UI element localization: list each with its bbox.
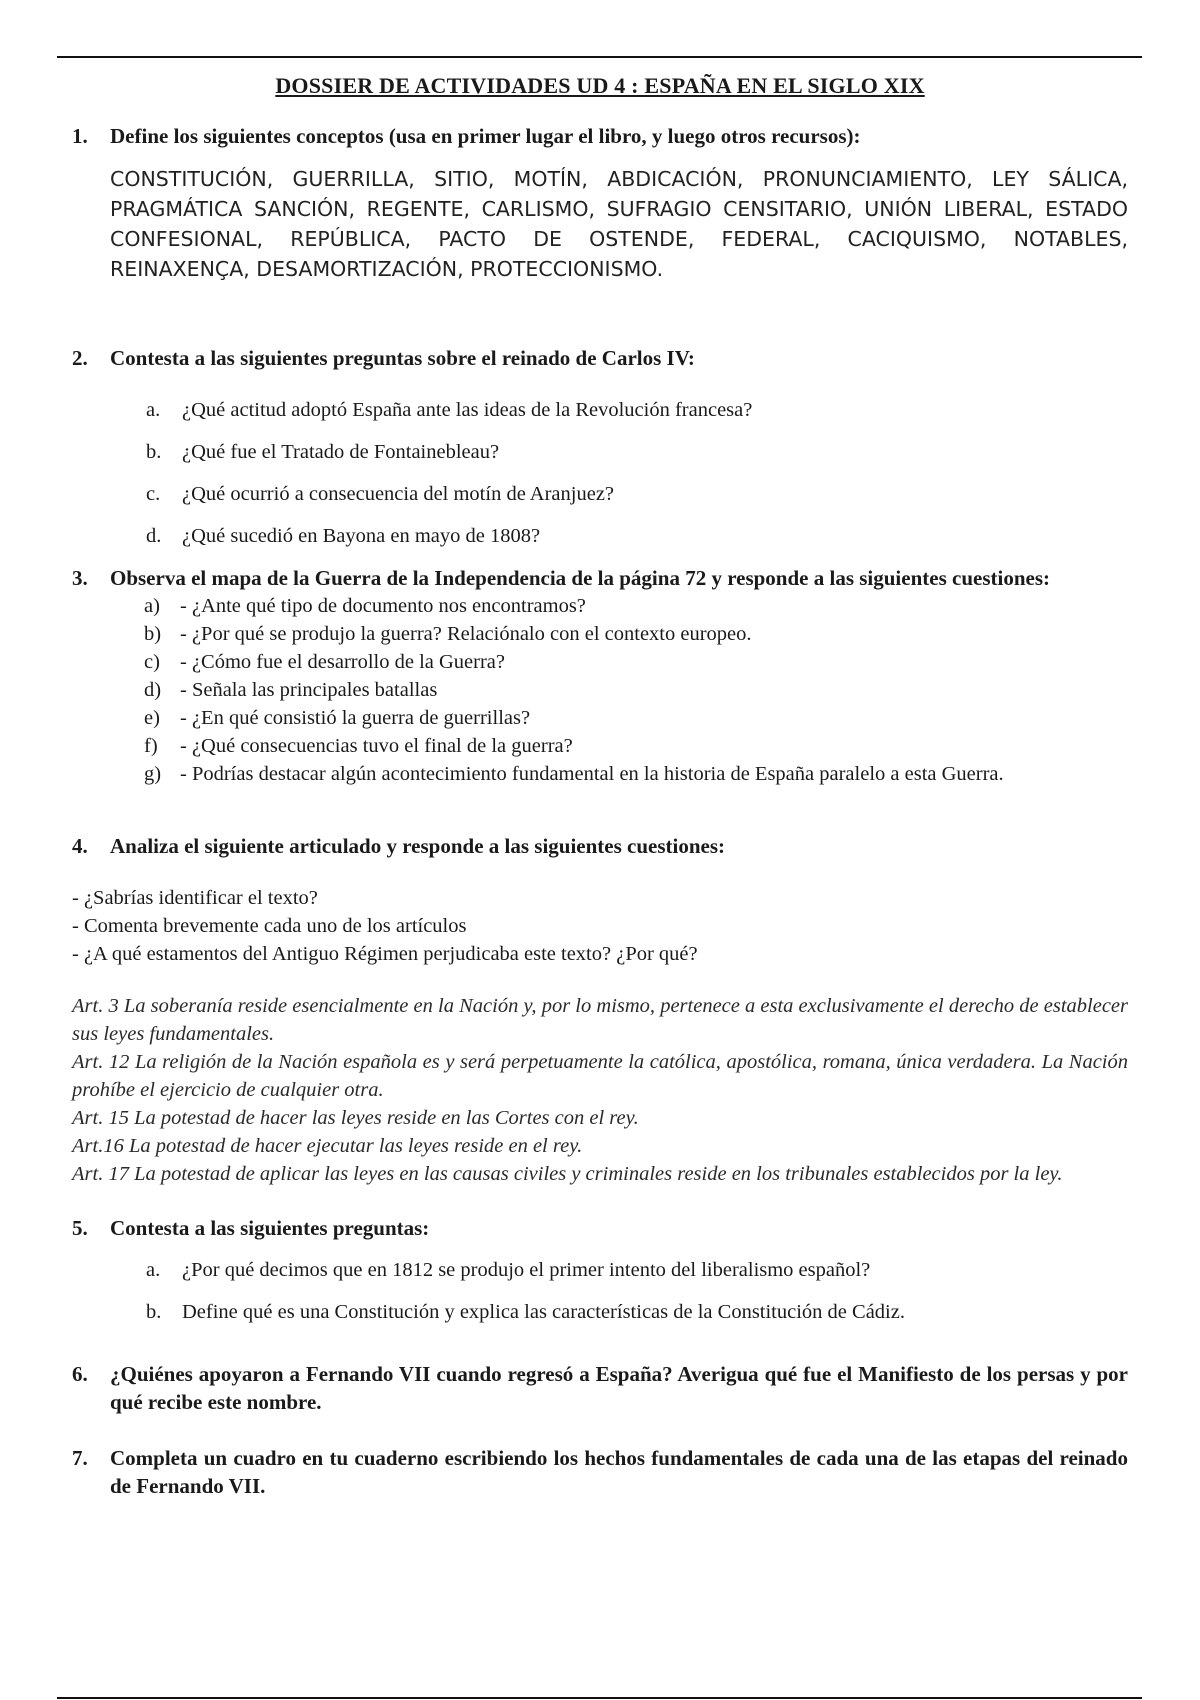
list-item: [72, 1256, 1128, 1284]
subquestion: - Comenta brevemente cada uno de los artículos: [72, 915, 467, 937]
question-4-prompt: [72, 832, 1128, 860]
question-text: ¿Quiénes apoyaron a Fernando VII cuando regresó a España? Averigua qué fue el Manifiesto de los persas y por qué recibe este nombre.: [110, 1362, 1128, 1414]
question-7: [72, 1444, 1128, 1500]
item-marker: c.: [146, 483, 161, 505]
item-text: - ¿Por qué se produjo la guerra? Relaciónalo con el contexto europeo.: [180, 623, 752, 645]
question-text: Contesta a las siguientes preguntas sobre el reinado de Carlos IV:: [110, 346, 695, 370]
question-number: 1.: [72, 124, 88, 148]
item-marker: g): [144, 763, 162, 785]
question-1-prompt: [72, 122, 1128, 150]
question-number: 7.: [72, 1446, 88, 1470]
item-text: ¿Por qué decimos que en 1812 se produjo el primer intento del liberalismo español?: [182, 1259, 871, 1281]
question-3-items: [72, 592, 1128, 788]
item-text: - ¿Ante qué tipo de documento nos encontramos?: [180, 595, 586, 617]
list-item: [72, 648, 1128, 676]
top-rule: [57, 56, 1142, 58]
article-text: Art. 15 La potestad de hacer las leyes reside en las Cortes con el rey.: [72, 1107, 639, 1129]
item-marker: e): [144, 707, 160, 729]
question-text: Analiza el siguiente articulado y responde a las siguientes cuestiones:: [110, 834, 726, 858]
question-text: Define los siguientes conceptos (usa en primer lugar el libro, y luego otros recursos):: [110, 124, 861, 148]
article-text: Art. 3 La soberanía reside esencialmente en la Nación y, por lo mismo, pertenece a esta exclusivamente el derecho de establecer sus leyes fundamentales.: [72, 995, 1128, 1045]
article-text: Art.16 La potestad de hacer ejecutar las leyes reside en el rey.: [72, 1135, 583, 1157]
question-7-prompt: [72, 1444, 1128, 1500]
list-item: [72, 396, 1128, 424]
question-3: [72, 564, 1128, 788]
question-2: [72, 344, 1128, 550]
list-item: [72, 704, 1128, 732]
question-6-prompt: [72, 1360, 1128, 1416]
list-item: [72, 732, 1128, 760]
concepts-list: CONSTITUCIÓN, GUERRILLA, SITIO, MOTÍN, ABDICACIÓN, PRONUNCIAMIENTO, LEY SÁLICA, PRAGMÁTICA SANCIÓN, REGENTE, CARLISMO, SUFRAGIO CENSITARIO, UNIÓN LIBERAL, ESTADO CONFESIONAL, REPÚBLICA, PACTO DE OSTENDE, FEDERAL, CACIQUISMO, NOTABLES, REINAXENÇA, DESAMORTIZACIÓN, PROTECCIONISMO.: [110, 167, 1128, 281]
list-item: [72, 592, 1128, 620]
item-marker: a.: [146, 399, 161, 421]
question-5-items: [72, 1256, 1128, 1326]
item-marker: b.: [146, 1301, 162, 1323]
list-item: [72, 438, 1128, 466]
list-item: [72, 760, 1128, 788]
item-marker: f): [144, 735, 158, 757]
subquestion: - ¿Sabrías identificar el texto?: [72, 887, 318, 909]
item-marker: d.: [146, 525, 162, 547]
item-marker: b.: [146, 441, 162, 463]
item-text: - Señala las principales batallas: [180, 679, 438, 701]
question-number: 2.: [72, 346, 88, 370]
subquestion: - ¿A qué estamentos del Antiguo Régimen perjudicaba este texto? ¿Por qué?: [72, 943, 698, 965]
item-marker: b): [144, 623, 162, 645]
item-marker: a): [144, 595, 160, 617]
item-marker: c): [144, 651, 160, 673]
list-item: [72, 620, 1128, 648]
question-number: 4.: [72, 834, 88, 858]
item-text: ¿Qué fue el Tratado de Fontainebleau?: [182, 441, 500, 463]
question-2-prompt: [72, 344, 1128, 372]
document-page: [72, 72, 1128, 1500]
article-text: Art. 17 La potestad de aplicar las leyes en las causas civiles y criminales reside en los tribunales establecidos por la ley.: [72, 1163, 1063, 1185]
question-5: [72, 1214, 1128, 1326]
item-text: - Podrías destacar algún acontecimiento fundamental en la historia de España paralelo a esta Guerra.: [180, 763, 1004, 785]
question-text: Completa un cuadro en tu cuaderno escribiendo los hechos fundamentales de cada una de las etapas del reinado de Fernando VII.: [110, 1446, 1128, 1498]
list-item: [72, 522, 1128, 550]
item-text: - ¿Cómo fue el desarrollo de la Guerra?: [180, 651, 506, 673]
question-4: [72, 832, 1128, 1188]
item-text: Define qué es una Constitución y explica las características de la Constitución de Cádiz.: [182, 1301, 905, 1323]
question-number: 3.: [72, 566, 88, 590]
question-3-prompt: [72, 564, 1128, 592]
question-5-prompt: [72, 1214, 1128, 1242]
question-6: [72, 1360, 1128, 1416]
item-text: - ¿Qué consecuencias tuvo el final de la guerra?: [180, 735, 573, 757]
question-number: 5.: [72, 1216, 88, 1240]
constitution-articles: [72, 992, 1128, 1188]
item-text: ¿Qué actitud adoptó España ante las ideas de la Revolución francesa?: [182, 399, 753, 421]
item-marker: d): [144, 679, 162, 701]
item-text: - ¿En qué consistió la guerra de guerrillas?: [180, 707, 531, 729]
question-4-subquestions: [72, 884, 1128, 968]
question-2-items: [72, 396, 1128, 550]
question-text: Contesta a las siguientes preguntas:: [110, 1216, 430, 1240]
question-1: [72, 122, 1128, 284]
list-item: [72, 676, 1128, 704]
bottom-rule: [57, 1697, 1142, 1699]
list-item: [72, 1298, 1128, 1326]
document-title: DOSSIER DE ACTIVIDADES UD 4 : ESPAÑA EN EL SIGLO XIX: [275, 73, 925, 98]
question-text: Observa el mapa de la Guerra de la Independencia de la página 72 y responde a las siguientes cuestiones:: [110, 566, 1050, 590]
question-number: 6.: [72, 1362, 88, 1386]
item-text: ¿Qué sucedió en Bayona en mayo de 1808?: [182, 525, 541, 547]
item-text: ¿Qué ocurrió a consecuencia del motín de Aranjuez?: [182, 483, 615, 505]
list-item: [72, 480, 1128, 508]
item-marker: a.: [146, 1259, 161, 1281]
article-text: Art. 12 La religión de la Nación española es y será perpetuamente la católica, apostólica, romana, única verdadera. La Nación prohíbe el ejercicio de cualquier otra.: [72, 1051, 1128, 1101]
